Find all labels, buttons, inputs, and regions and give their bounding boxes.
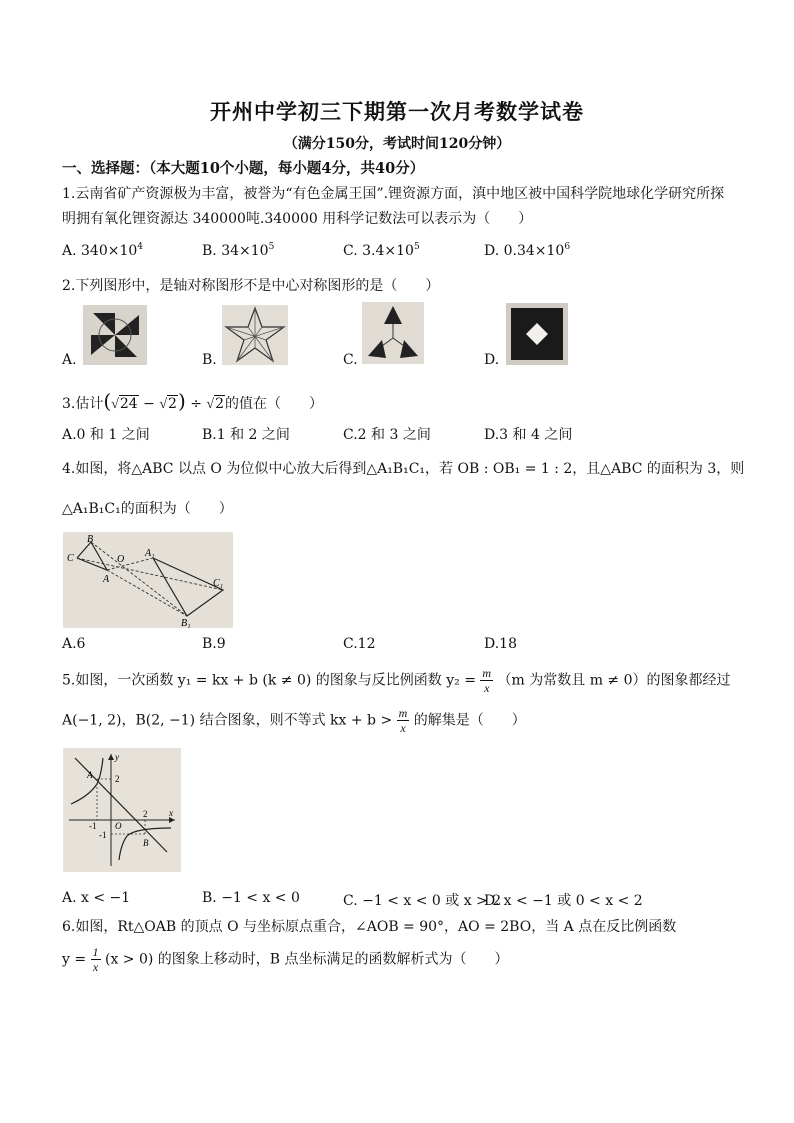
label-a1: A₁ (145, 548, 155, 559)
q1-option-b: B. $34\times 10^5$ (202, 242, 275, 259)
q2-option-b: B. (202, 352, 217, 368)
q5-option-b: B. −1 < x < 0 (202, 890, 300, 906)
q3-option-d: D.3 和 4 之间 (484, 427, 573, 443)
q3-option-a: A.0 和 1 之间 (62, 427, 150, 443)
q5-line1: 5.如图，一次函数 y₁ = kx + b (k ≠ 0) 的图象与反比例函数 y₂ = $\frac{m}{x}$ （m 为常数且 m ≠ 0）的图象都经过 (62, 666, 731, 695)
figure-function-graph (63, 748, 181, 872)
label-tick-neg1y: -1 (99, 830, 107, 840)
q2-line1: 2.下列图形中，是轴对称图形不是中心对称图形的是（ ） (62, 278, 440, 294)
q3-option-b: B.1 和 2 之间 (202, 427, 290, 443)
q6-line2: y = $\frac{1}{x}$ (x > 0) 的图象上移动时，B 点坐标满足的函数解析式为（ ） (62, 945, 509, 974)
q3-option-c: C.2 和 3 之间 (343, 427, 431, 443)
q5-option-c: C. −1 < x < 0 或 x > 2 (343, 893, 502, 909)
q6-line1: 6.如图，Rt△OAB 的顶点 O 与坐标原点重合，∠AOB = 90°，AO = 2BO，当 A 点在反比例函数 (62, 919, 677, 935)
label-b1: B₁ (181, 618, 191, 628)
figure-star (222, 305, 288, 365)
figure-pinwheel (83, 305, 147, 365)
figure-homothety (63, 532, 233, 628)
label-y: y (115, 752, 119, 762)
q2-option-c: C. (343, 352, 358, 368)
q4-option-c: C.12 (343, 636, 376, 652)
label-point-a: A (87, 770, 93, 780)
label-x: x (169, 808, 173, 818)
q2-option-a: A. (62, 352, 77, 368)
q1-option-d: D. $0.34\times 10^6$ (484, 242, 571, 259)
label-tick-2y: 2 (115, 774, 120, 784)
page-subtitle: （满分150分，考试时间120分钟） (283, 136, 511, 152)
q5-option-a: A. x < −1 (62, 890, 131, 906)
q1-option-c: C. $3.4\times 10^5$ (343, 242, 420, 259)
label-tick-2x: 2 (143, 809, 148, 819)
label-a: A (103, 574, 110, 585)
q3-line1: 3.估计(√24 − √2) ÷ √2的值在（ ） (62, 389, 323, 413)
q1-option-a: A. $340\times 10^4$ (62, 242, 144, 259)
page-title: 开州中学初三下期第一次月考数学试卷 (210, 99, 584, 124)
q4-option-b: B.9 (202, 636, 226, 652)
q4-line2: △A₁B₁C₁的面积为（ ） (62, 501, 233, 517)
label-o: O (117, 554, 125, 565)
q4-option-a: A.6 (62, 636, 86, 652)
section-heading: 一、选择题：（本大题10个小题，每小题4分，共40分） (62, 160, 425, 177)
label-b: B (87, 534, 94, 545)
q4-line1: 4.如图，将△ABC 以点 O 为位似中心放大后得到△A₁B₁C₁，若 OB : OB₁ = 1 : 2，且△ABC 的面积为 3，则 (62, 461, 745, 477)
q1-line1: 1.云南省矿产资源极为丰富，被誉为“有色金属王国”.锂资源方面，滇中地区被中国科学院地球化学研究所探 (62, 186, 725, 202)
label-origin: O (115, 821, 122, 831)
q2-option-d: D. (484, 352, 500, 368)
q1-line2: 明拥有氧化锂资源达 340000吨.340000 用科学记数法可以表示为（ ） (62, 211, 533, 227)
figure-square (506, 303, 568, 365)
q5-option-d: D. x < −1 或 0 < x < 2 (484, 893, 643, 909)
label-point-b: B (143, 838, 149, 848)
label-c: C (67, 553, 74, 564)
label-c1: C₁ (213, 578, 224, 589)
q4-option-d: D.18 (484, 636, 517, 652)
label-tick-neg1x: -1 (89, 821, 97, 831)
figure-triangles (362, 302, 424, 364)
q5-line2: A(−1, 2)，B(2, −1) 结合图象，则不等式 kx + b > $\frac{m}{x}$ 的解集是（ ） (62, 706, 526, 735)
